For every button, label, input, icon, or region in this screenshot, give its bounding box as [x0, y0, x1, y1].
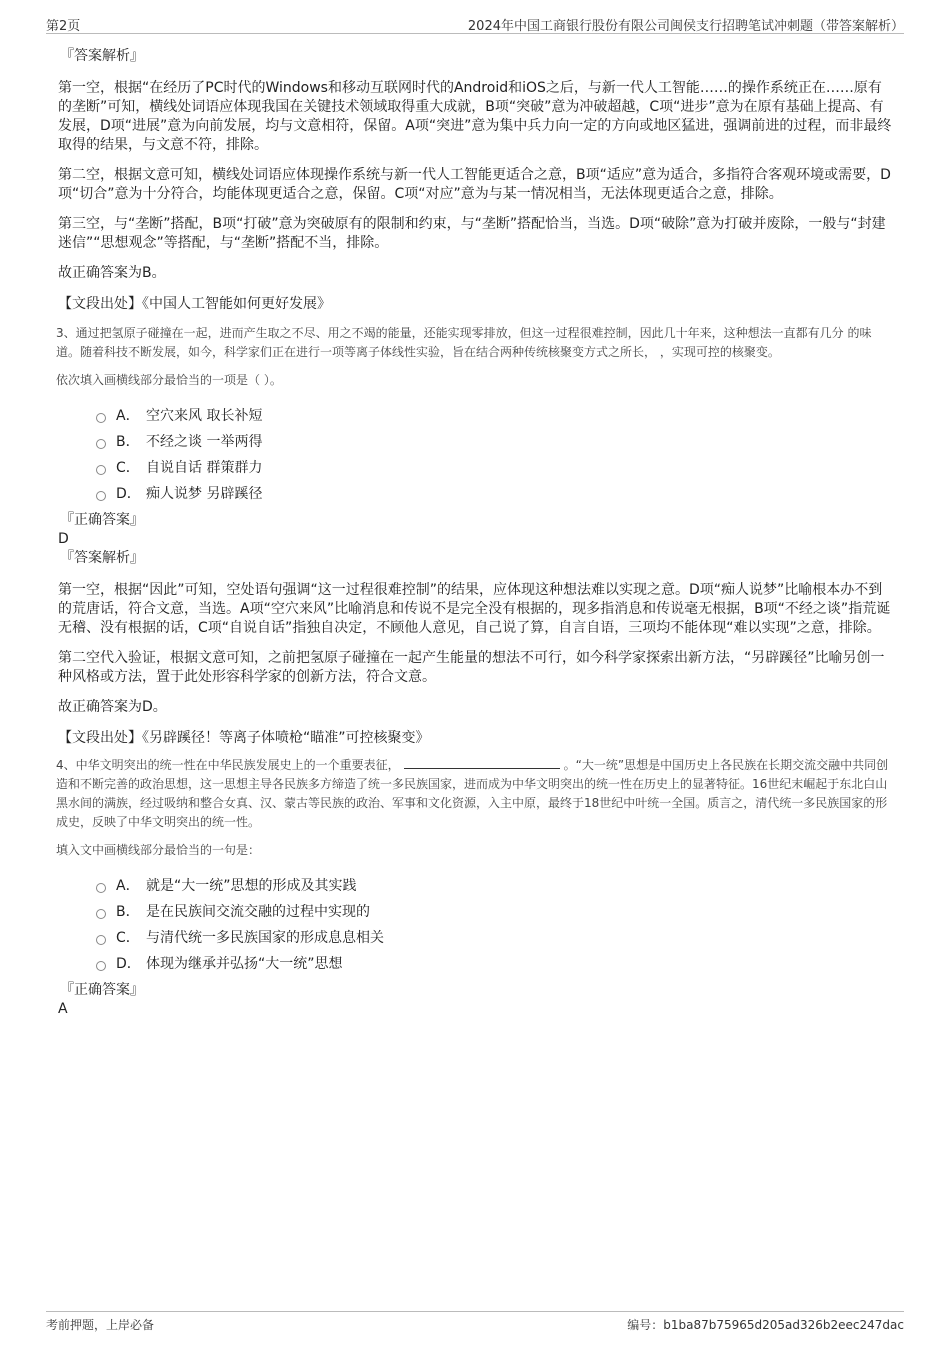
- radio-icon[interactable]: [96, 935, 106, 945]
- option-text: 是在民族间交流交融的过程中实现的: [146, 904, 370, 920]
- question-prompt: 依次填入画横线部分最恰当的一项是（ ）。: [56, 373, 282, 387]
- radio-icon[interactable]: [96, 961, 106, 971]
- code-value: b1ba87b75965d205ad326b2eec247dac: [663, 1318, 904, 1332]
- option-text: 与清代统一多民族国家的形成息息相关: [146, 930, 384, 946]
- stem-part: 4、中华文明突出的统一性在中华民族发展史上的一个重要表征，: [56, 758, 400, 772]
- document-title: 2024年中国工商银行股份有限公司闽侯支行招聘笔试冲刺题（带答案解析）: [467, 19, 904, 34]
- option-list: [56, 402, 894, 506]
- analysis-paragraph: 第一空，根据“在经历了PC时代的Windows和移动互联网时代的Android和iOS之后，与新一代人工智能……的操作系统正在……原有的垄断”可知，横线处词语应体现我国在关键技术领域取得重大成就，B项“突破”意为冲破超越，C项“进步”意为在原有基础上提高、有发展，D项“进展”意为向前发展，均与文意相符，保留。A项“突进”意为集中兵力向一定的方向或地区猛进，强调前进的过程，而非最终取得的结果，与文意不符，排除。: [58, 80, 892, 153]
- option-c[interactable]: [96, 924, 894, 950]
- answer-analysis-heading: 『答案解析』: [60, 550, 144, 566]
- option-label: A．: [116, 408, 140, 424]
- option-text: 体现为继承并弘扬“大一统”思想: [146, 956, 343, 972]
- answer-analysis-heading: 『答案解析』: [60, 48, 144, 64]
- analysis-paragraph: 第二空代入验证，根据文意可知，之前把氢原子碰撞在一起产生能量的想法不可行，如今科学家探索出新方法，“另辟蹊径”比喻另创一种风格或方法，置于此处形容科学家的创新方法，符合文意。: [58, 650, 885, 685]
- analysis-conclusion: 故正确答案为D。: [58, 699, 167, 715]
- radio-icon[interactable]: [96, 883, 106, 893]
- fill-blank: [404, 756, 560, 769]
- page-header: [46, 13, 904, 34]
- option-text: 痴人说梦 另辟蹊径: [146, 486, 263, 502]
- option-b[interactable]: [96, 428, 894, 454]
- option-c[interactable]: [96, 454, 894, 480]
- option-d[interactable]: [96, 950, 894, 976]
- stem-part: 。“大一统”思想是中国历史上各民族在长期交流交融中共同创造和不断完善的政治思想，这一思想主导各民族多方缔造了统一多民族国家，进而成为中华文明突出的统一性在历史上的显著特征。16世纪末崛起于东北白山黑水间的满族，经过吸纳和整合女真、汉、蒙古等民族的政治、军事和文化资源，入主中原，最终于18世纪中叶统一全国。质言之，清代统一多民族国家的形成史，反映了中华文明突出的统一性。: [56, 758, 889, 829]
- option-d[interactable]: [96, 480, 894, 506]
- footer-slogan: 考前押题，上岸必备: [46, 1318, 155, 1332]
- option-a[interactable]: [96, 402, 894, 428]
- correct-answer: A: [58, 1001, 68, 1017]
- analysis-paragraph: 第二空，根据文意可知，横线处词语应体现操作系统与新一代人工智能更适合之意，B项“适应”意为适合，多指符合客观环境或需要，D项“切合”意为十分符合，均能体现更适合之意，保留。C项“对应”意为与某一情况相当，无法体现更适合之意，排除。: [58, 167, 891, 202]
- radio-icon[interactable]: [96, 465, 106, 475]
- code-label: 编号：: [627, 1318, 664, 1332]
- document-code: [627, 1316, 904, 1333]
- page-number: 第2页: [46, 19, 81, 34]
- question-stem: 3、通过把氢原子碰撞在一起，进而产生取之不尽、用之不竭的能量，还能实现零排放，但这一过程很难控制，因此几十年来，这种想法一直都有几分 的味道。随着科技不断发展，如今，科学家们正在进行一项等离子体线性实验，旨在结合两种传统核聚变方式之所长， ，实现可控的核聚变。: [56, 326, 872, 359]
- radio-icon[interactable]: [96, 909, 106, 919]
- passage-source: 【文段出处】《中国人工智能如何更好发展》: [58, 296, 331, 312]
- passage-source: 【文段出处】《另辟蹊径！等离子体喷枪“瞄准”可控核聚变》: [58, 730, 430, 746]
- page-footer: [46, 1311, 904, 1334]
- option-b[interactable]: [96, 898, 894, 924]
- analysis-paragraph: 第三空，与“垄断”搭配，B项“打破”意为突破原有的限制和约束，与“垄断”搭配恰当，当选。D项“破除”意为打破并废除，一般与“封建迷信”“思想观念”等搭配，与“垄断”搭配不当，排除。: [58, 216, 886, 251]
- option-label: B．: [116, 904, 140, 920]
- option-label: B．: [116, 434, 140, 450]
- correct-answer: D: [58, 531, 69, 547]
- question-prompt: 填入文中画横线部分最恰当的一句是：: [56, 843, 261, 857]
- option-text: 就是“大一统”思想的形成及其实践: [146, 878, 357, 894]
- option-label: D．: [116, 486, 141, 502]
- option-text: 自说自话 群策群力: [146, 460, 263, 476]
- option-label: C．: [116, 930, 140, 946]
- correct-answer-heading: 『正确答案』: [60, 512, 144, 528]
- radio-icon[interactable]: [96, 413, 106, 423]
- question-stem: [56, 756, 894, 832]
- page-content: [56, 44, 894, 1018]
- option-label: A．: [116, 878, 140, 894]
- analysis-paragraph: 第一空，根据“因此”可知，空处语句强调“这一过程很难控制”的结果，应体现这种想法难以实现之意。D项“痴人说梦”比喻根本办不到的荒唐话，符合文意，当选。A项“空穴来风”比喻消息和传说不是完全没有根据的，现多指消息和传说毫无根据，B项“不经之谈”指荒诞无稽、没有根据的话，C项“自说自话”指独自决定，不顾他人意见，自己说了算，自言自语，三项均不能体现“难以实现”之意，排除。: [58, 582, 891, 636]
- option-text: 空穴来风 取长补短: [146, 408, 263, 424]
- radio-icon[interactable]: [96, 439, 106, 449]
- option-list: [56, 872, 894, 976]
- option-label: D．: [116, 956, 141, 972]
- correct-answer-heading: 『正确答案』: [60, 982, 144, 998]
- option-label: C．: [116, 460, 140, 476]
- analysis-conclusion: 故正确答案为B。: [58, 265, 166, 281]
- option-a[interactable]: [96, 872, 894, 898]
- radio-icon[interactable]: [96, 491, 106, 501]
- option-text: 不经之谈 一举两得: [146, 434, 263, 450]
